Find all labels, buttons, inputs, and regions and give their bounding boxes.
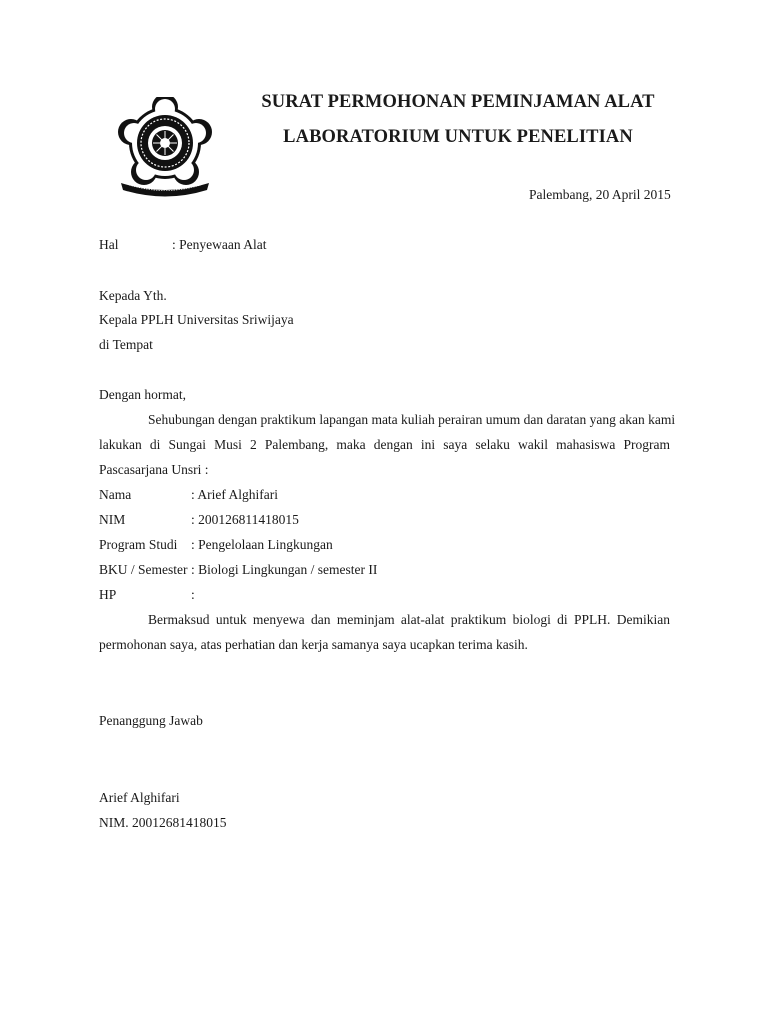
recipient-location: di Tempat	[99, 337, 153, 352]
subject-label: Hal	[99, 237, 119, 252]
letter-title-line2: LABORATORIUM UNTUK PENELITIAN	[283, 127, 633, 147]
recipient-name: Kepala PPLH Universitas Sriwijaya	[99, 312, 294, 327]
signature-name: Arief Alghifari	[99, 790, 180, 805]
field-label-nim: NIM	[99, 512, 126, 527]
field-value-bku-semester: : Biologi Lingkungan / semester II	[191, 562, 378, 577]
field-value-hp: :	[191, 587, 195, 602]
paragraph1-line1: Sehubungan dengan praktikum lapangan mata kuliah perairan umum dan daratan yang akan kami	[148, 412, 676, 427]
paragraph1-line2: lakukan di Sungai Musi 2 Palembang, maka dengan ini saya selaku wakil mahasiswa Program	[99, 437, 670, 452]
recipient-salutation: Kepada Yth.	[99, 288, 167, 303]
field-label-hp: HP	[99, 587, 117, 602]
paragraph2-line1: Bermaksud untuk menyewa dan meminjam alat-alat praktikum biologi di PPLH. Demikian	[148, 612, 670, 627]
paragraph1-line3: Pascasarjana Unsri :	[99, 462, 209, 477]
field-value-nim: : 200126811418015	[191, 512, 299, 527]
opening-greeting: Dengan hormat,	[99, 387, 186, 402]
field-label-nama: Nama	[99, 487, 132, 502]
paragraph2-line2: permohonan saya, atas perhatian dan kerja samanya saya ucapkan terima kasih.	[99, 637, 528, 652]
letter-title-line1: SURAT PERMOHONAN PEMINJAMAN ALAT	[261, 92, 655, 112]
field-label-program-studi: Program Studi	[99, 537, 178, 552]
signature-role: Penanggung Jawab	[99, 713, 203, 728]
field-value-program-studi: : Pengelolaan Lingkungan	[191, 537, 333, 552]
field-value-nama: : Arief Alghifari	[191, 487, 278, 502]
subject-value: : Penyewaan Alat	[172, 237, 267, 252]
signature-nim: NIM. 20012681418015	[99, 815, 227, 830]
field-label-bku-semester: BKU / Semester	[99, 562, 188, 577]
university-seal-logo	[115, 97, 215, 197]
place-date: Palembang, 20 April 2015	[529, 187, 671, 202]
